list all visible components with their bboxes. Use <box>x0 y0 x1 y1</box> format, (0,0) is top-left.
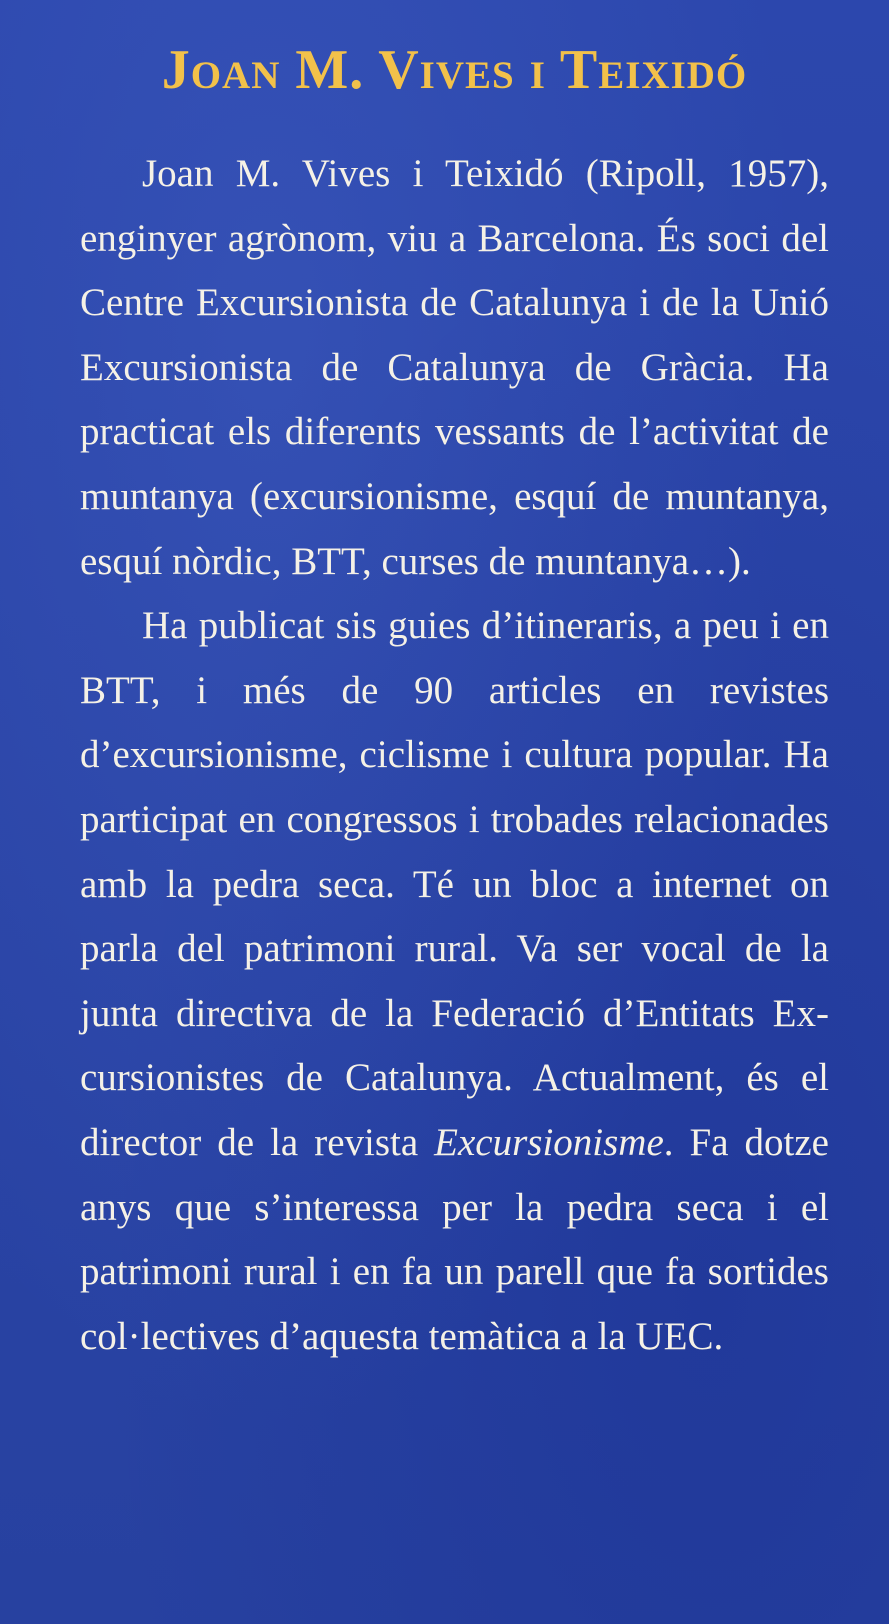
biography-paragraph-1: Joan M. Vives i Teixidó (Ripoll, 1957), enginyer agrònom, viu a Barcelona. És soci del Centre Excursionista de Catalunya i de la Unió Excursionista de Catalunya de Gràcia. Ha practicat els diferents vessants de l’activitat de muntanya (excursionisme, esquí de muntanya, esquí nòrdic, BTT, curses de muntanya…). <box>80 152 829 583</box>
biography-paragraph-2-text-b: . Fa dotze anys que s’interessa per la pedra seca i el patrimoni rural i en fa un parell que fa sortides col·lectives d’aquesta temàtica a la UEC. <box>80 1120 829 1358</box>
author-name-title: Joan M. Vives i Teixidó <box>161 39 748 101</box>
magazine-title: Excursionisme <box>434 1120 664 1164</box>
biography-paragraph-2-text-a: Ha publicat sis guies d’itineraris, a peu i en BTT, i més de 90 articles en revistes d’excursionisme, ciclisme i cultura popular. Ha participat en congressos i trobades relacionades amb la pedra seca. Té un bloc a internet on parla del patrimoni rural. Va ser vocal de la junta directiva de la Federació d’Entitats Excursionistes de Catalunya. Actualment, és el director de la revista <box>80 604 829 1164</box>
author-biography <box>80 142 829 1369</box>
biography-paragraph-2 <box>80 594 829 1369</box>
